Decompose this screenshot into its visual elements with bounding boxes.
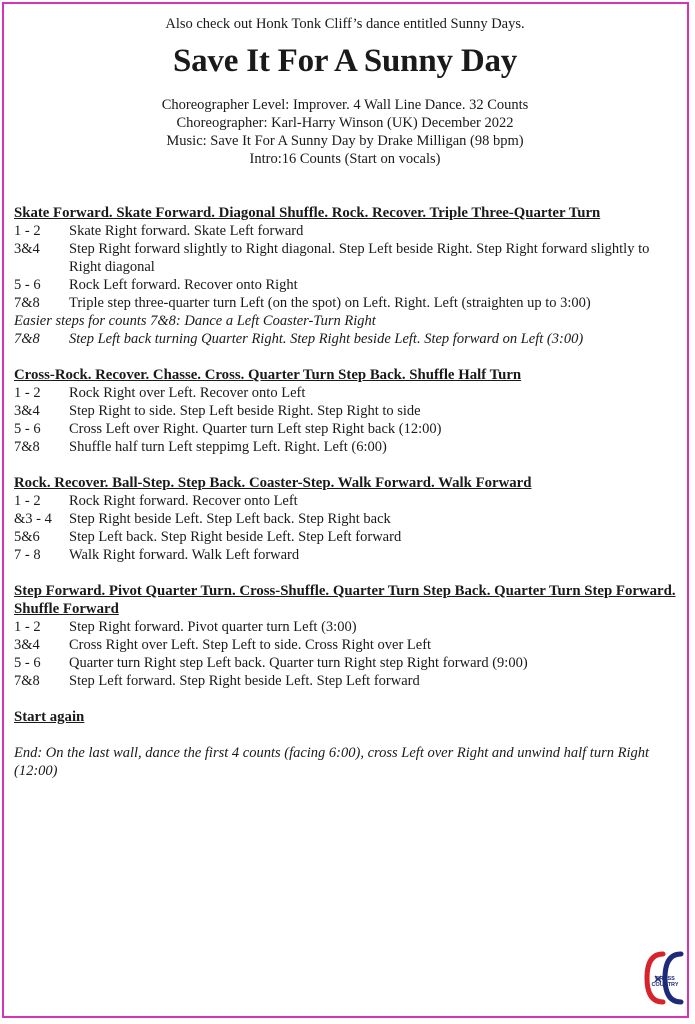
dance-title: Save It For A Sunny Day <box>172 43 518 79</box>
step-count: 3&4 <box>14 637 40 653</box>
section-title: Step Forward. Pivot Quarter Turn. Cross-Shuffle. Quarter Turn Step Back. Quarter Turn Step Forward. Shuffle Forward <box>14 583 676 617</box>
section-title: Skate Forward. Skate Forward. Diagonal Shuffle. Rock. Recover. Triple Three-Quarter Turn <box>14 205 601 221</box>
step-desc: Skate Right forward. Skate Left forward <box>69 223 304 239</box>
step-count: 5&6 <box>14 529 40 545</box>
easier-steps-note: Easier steps for counts 7&8: Dance a Left Coaster-Turn Right <box>14 313 376 329</box>
section-2 <box>14 366 676 456</box>
info-level: Choreographer Level: Improver. 4 Wall Line Dance. 32 Counts <box>161 97 529 113</box>
step-row <box>14 276 676 294</box>
info-intro: Intro:16 Counts (Start on vocals) <box>249 151 441 167</box>
step-row <box>14 222 676 240</box>
step-row <box>14 672 676 690</box>
step-desc: Cross Left over Right. Quarter turn Left step Right back (12:00) <box>69 421 442 437</box>
alt-step-row <box>14 330 676 348</box>
step-count: 3&4 <box>14 403 40 419</box>
info-choreographer: Choreographer: Karl-Harry Winson (UK) December 2022 <box>176 115 514 131</box>
dance-info <box>14 96 676 168</box>
step-count: &3 - 4 <box>14 511 52 527</box>
step-row <box>14 492 676 510</box>
step-count: 1 - 2 <box>14 493 41 509</box>
top-note: Also check out Honk Tonk Cliff’s dance entitled Sunny Days. <box>165 16 525 32</box>
step-desc: Step Right beside Left. Step Left back. Step Right back <box>69 511 391 527</box>
step-row <box>14 420 676 438</box>
step-row <box>14 402 676 420</box>
step-row <box>14 654 676 672</box>
step-row <box>14 438 676 456</box>
step-desc: Step Left back. Step Right beside Left. Step Left forward <box>69 529 402 545</box>
info-music: Music: Save It For A Sunny Day by Drake Milligan (98 bpm) <box>166 133 524 149</box>
step-row <box>14 384 676 402</box>
step-desc: Step Right forward. Pivot quarter turn Left (3:00) <box>69 619 357 635</box>
step-row <box>14 546 676 564</box>
step-count: 5 - 6 <box>14 277 41 293</box>
step-desc: Shuffle half turn Left steppimg Left. Right. Left (6:00) <box>69 439 387 455</box>
step-desc: Walk Right forward. Walk Left forward <box>69 547 300 563</box>
step-desc: Rock Right forward. Recover onto Left <box>69 493 298 509</box>
logo-text: CROSS COUNTRY <box>651 976 679 988</box>
section-title: Rock. Recover. Ball-Step. Step Back. Coaster-Step. Walk Forward. Walk Forward <box>14 475 532 491</box>
step-count: 5 - 6 <box>14 421 41 437</box>
ending-note: End: On the last wall, dance the first 4 counts (facing 6:00), cross Left over Right and unwind half turn Right (12:00) <box>14 745 649 779</box>
step-count: 1 - 2 <box>14 619 41 635</box>
step-desc: Step Right forward slightly to Right diagonal. Step Left beside Right. Step Right forward slightly to Right diagonal <box>69 241 650 275</box>
step-count: 7&8 <box>14 673 40 689</box>
step-desc: Rock Left forward. Recover onto Right <box>69 277 298 293</box>
start-again: Start again <box>14 709 85 725</box>
step-desc: Quarter turn Right step Left back. Quarter turn Right step Right forward (9:00) <box>69 655 528 671</box>
step-count: 7&8 <box>14 439 40 455</box>
step-desc: Step Left back turning Quarter Right. Step Right beside Left. Step forward on Left (3:00) <box>69 331 584 347</box>
step-count: 5 - 6 <box>14 655 41 671</box>
document-body <box>14 12 676 780</box>
step-desc: Triple step three-quarter turn Left (on the spot) on Left. Right. Left (straighten up to 3:00) <box>69 295 591 311</box>
step-row <box>14 240 676 276</box>
section-1 <box>14 204 676 348</box>
step-row <box>14 618 676 636</box>
section-title: Cross-Rock. Recover. Chasse. Cross. Quarter Turn Step Back. Shuffle Half Turn <box>14 367 522 383</box>
step-count: 7&8 <box>14 295 40 311</box>
step-desc: Step Left forward. Step Right beside Left. Step Left forward <box>69 673 420 689</box>
cross-country-logo <box>641 948 689 1008</box>
step-row <box>14 294 676 312</box>
step-row <box>14 636 676 654</box>
section-4 <box>14 582 676 690</box>
step-count: 1 - 2 <box>14 385 41 401</box>
step-row <box>14 510 676 528</box>
step-desc: Step Right to side. Step Left beside Right. Step Right to side <box>69 403 421 419</box>
step-count: 7 - 8 <box>14 547 41 563</box>
step-count: 3&4 <box>14 241 40 257</box>
step-desc: Cross Right over Left. Step Left to side. Cross Right over Left <box>69 637 432 653</box>
section-3 <box>14 474 676 564</box>
step-desc: Rock Right over Left. Recover onto Left <box>69 385 306 401</box>
step-count: 1 - 2 <box>14 223 41 239</box>
step-count: 7&8 <box>14 331 40 347</box>
step-row <box>14 528 676 546</box>
